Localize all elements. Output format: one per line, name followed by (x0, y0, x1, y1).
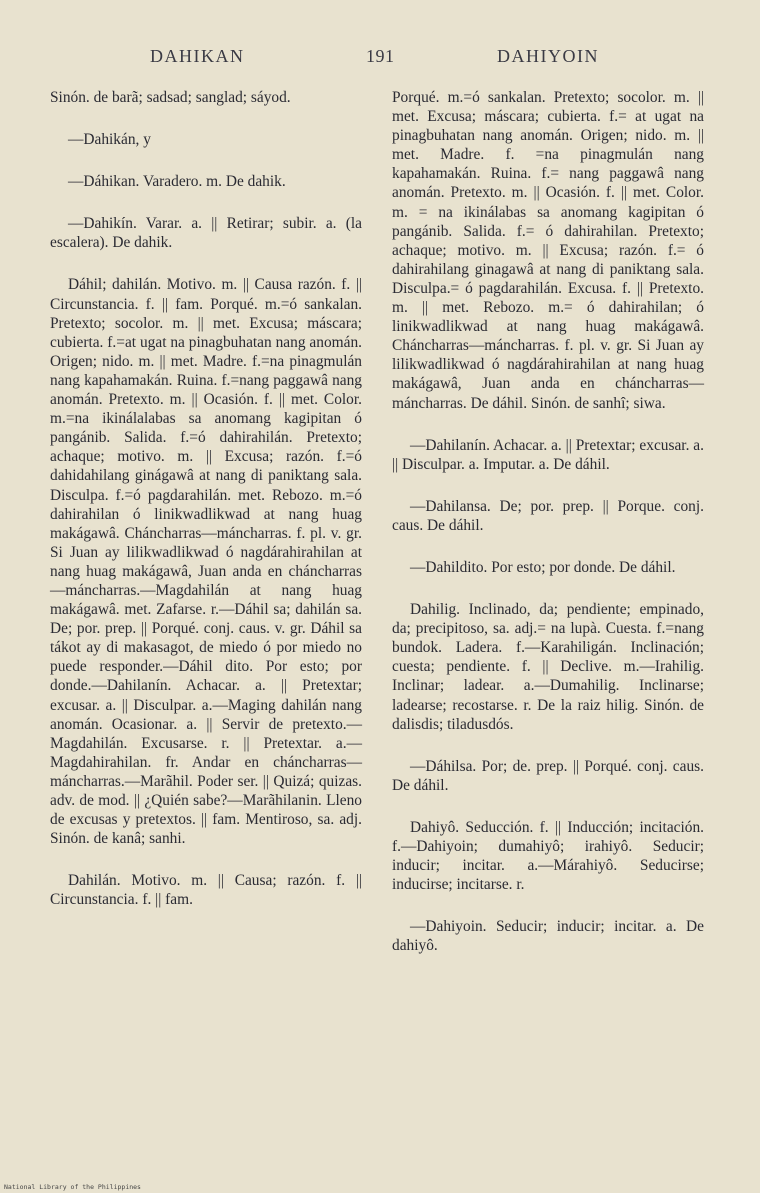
entry-paragraph: —Dahikín. Varar. a. || Retirar; subir. a. (la escalera). De dahik. (50, 215, 362, 252)
header-left: DAHIKAN (150, 46, 245, 66)
header-right: DAHIYOIN (497, 46, 599, 66)
entry-paragraph: Dahilán. Motivo. m. || Causa; razón. f. || Circunstancia. f. || fam. (50, 872, 362, 909)
entry-paragraph: —Dáhikan. Varadero. m. De dahik. (68, 173, 286, 191)
entry-paragraph: Sinón. de barã; sadsad; sanglad; sáyod. (50, 89, 291, 106)
left-column (50, 88, 362, 909)
entry-paragraph: —Dahiyoin. Seducir; inducir; incitar. a. De dahiyô. (392, 918, 704, 955)
entry-paragraph: —Dahikán, y (68, 131, 151, 149)
page-number: 191 (366, 46, 395, 66)
entry-paragraph: Dáhil; dahilán. Motivo. m. || Causa razón. f. || Circunstancia. f. || fam. Porqué. m.=ó sankalan. Pretexto; socolor. m. || met. Excusa; máscara; cubierta. f.=at ugat na pinagbuhatan nang anomán. Origen; nido. m. || met. Madre. f.=na pinagmulán nang kapahamakán. Ruina. f.=nang paggawâ nang anomán. Pretexto. m. || Ocasión. f. || met. Color. m.=na ikinálalabas sa anomang kagipitan ó pangánib. Salida. f.=ó dahirahilán. Pretexto; achaque; motivo. m. || Excusa; razón. f.=ó dahidahilang ginágawâ at nang di paniktang sala. Disculpa. f.=ó pagdarahilán. met. Rebozo. m.=ó dahirahilan ó linikwadlikwad at nang huag makágawâ. Cháncharras—máncharras. f. pl. v. gr. Si Juan ay lilikwadlikwad ó nagdárahirahilan at nang huag makágawâ, Juan anda en cháncharras—máncharras.—Magdahilán at nang huag makágawâ. met. Zafarse. r.—Dáhil sa; dahilán sa. De; por. prep. || Porqué. conj. caus. v. gr. Dáhil sa tákot ay di makasagot, de miedo ó por miedo no puede responder.—Dáhil dito. Por esto; por donde.—Dahilanín. Achacar. a. || Pretextar; excusar. a. || Disculpar. a.—Maging dahilán nang anomán. Ocasionar. a. || Servir de pretexto.—Magdahilán. Excusarse. r. || Pretextar. a.—Magdahirahilan. fr. Andar en cháncharras—máncharras.—Marãhil. Poder ser. || Quizá; quizas. adv. de mod. || ¿Quién sabe?—Marãhilanin. Lleno de excusas y pretextos. || fam. Mentiroso, sa. adj. Sinón. de kanâ; sanhi. (50, 276, 362, 848)
entry-paragraph: Dahilig. Inclinado, da; pendiente; empinado, da; precipitoso, sa. adj.= na lupà. Cuesta. f.=nang bundok. Ladera. f.—Karahiligán. Inclinación; cuesta; pendiente. f. || Declive. m.—Irahilig. Inclinar; ladear. a.—Dumahilig. Inclinarse; ladearse; recostarse. r. De la raiz hilig. Sinón. de dalisdis; tiladusdós. (392, 601, 704, 733)
entry-paragraph: —Dahildito. Por esto; por donde. De dáhil. (410, 558, 676, 576)
entry-paragraph: Dahiyô. Seducción. f. || Inducción; incitación. f.—Dahiyoin; dumahiyô; irahiyô. Seducir; inducir; incitar. a.—Márahiyô. Seducirse; inducirse; incitarse. r. (392, 818, 704, 894)
library-footer: National Library of the Philippines (4, 1183, 141, 1191)
entry-paragraph: —Dáhilsa. Por; de. prep. || Porqué. conj. caus. De dáhil. (392, 757, 704, 794)
entry-paragraph: Porqué. m.=ó sankalan. Pretexto; socolor. m. || met. Excusa; máscara; cubierta. f.= at ugat na pinagbuhatan nang anomán. Origen; nido. m. || met. Madre. f. =na pinagmulán nang kapahamakán. Ruina. f.= nang paggawâ nang anomán. Pretexto. m. || Ocasión. f. || met. Color. m. = na ikinálabas sa anomang kagipitan ó pangánib. Salida. f.= ó dahirahilan. Pretexto; achaque; motivo. m. || Excusa; razón. f.= ó dahirahilang ginagawâ at nang di paniktang sala. Disculpa.= ó pagdarahilán. Excusa. f. || Pretexto. m. || met. Rebozo. m.= ó dahirahilan; ó linikwadlikwad at nang huag makágawâ. Cháncharras—máncharras. f. pl. v. gr. Si Juan ay lilikwadlikwad ó nagdárahirahilan at nang huag makágawâ, Juan anda en cháncharras—máncharras. De dáhil. Sinón. de sanhî; siwa. (392, 89, 704, 412)
page-header (0, 46, 760, 72)
right-column (392, 88, 704, 955)
entry-paragraph: —Dahilansa. De; por. prep. || Porque. conj. caus. De dáhil. (392, 497, 704, 534)
entry-paragraph: —Dahilanín. Achacar. a. || Pretextar; excusar. a. || Disculpar. a. Imputar. a. De dáhil. (392, 436, 704, 473)
